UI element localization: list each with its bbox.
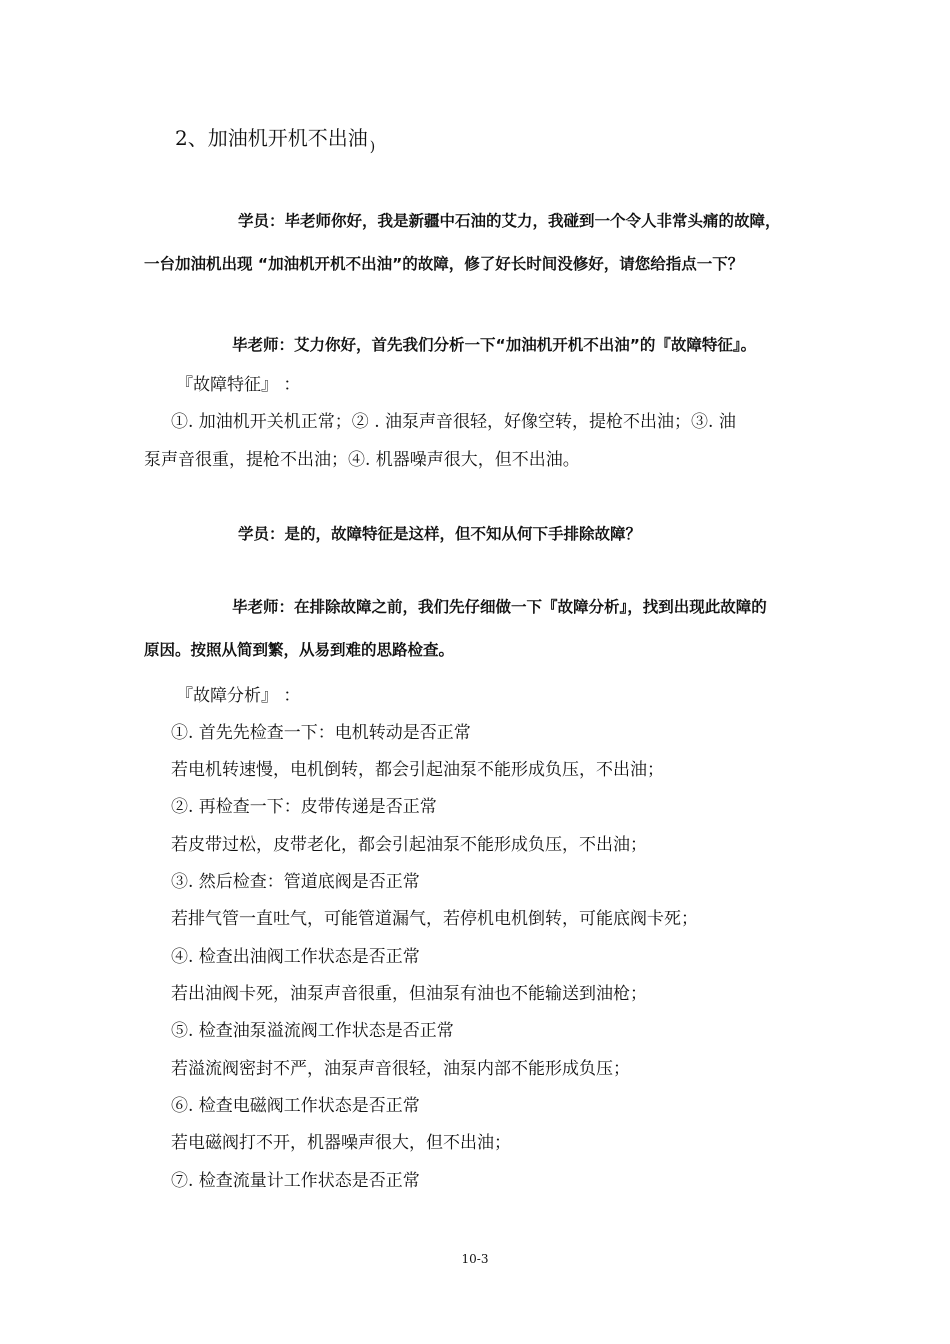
analysis-line: 若出油阀卡死，油泵声音很重，但油泵有油也不能输送到油枪； xyxy=(171,984,647,1004)
analysis-line: ④. 检查出油阀工作状态是否正常 xyxy=(171,947,420,967)
section-title-text: 2、加油机开机不出油 xyxy=(175,126,368,150)
dialog-teacher-2-line-2: 原因。按照从简到繁，从易到难的思路检查。 xyxy=(144,641,455,659)
analysis-line: 若溢流阀密封不严，油泵声音很轻，油泵内部不能形成负压； xyxy=(171,1059,630,1079)
title-stray-mark: ) xyxy=(369,139,376,155)
section-title xyxy=(175,122,376,155)
page-number: 10-3 xyxy=(461,1252,489,1266)
analysis-heading: 『故障分析』 ： xyxy=(176,686,301,706)
analysis-line: 若排气管一直吐气，可能管道漏气，若停机电机倒转，可能底阀卡死； xyxy=(171,909,698,929)
dialog-student-2-line-1: 学员：是的，故障特征是这样，但不知从何下手排除故障？ xyxy=(238,525,642,543)
analysis-line: ③. 然后检查：管道底阀是否正常 xyxy=(171,872,420,892)
features-line-1: ①. 加油机开关机正常；② . 油泵声音很轻，好像空转，提枪不出油；③. 油 xyxy=(171,412,736,432)
dialog-student-1-line-2: 一台加油机出现 “加油机开机不出油”的故障，修了好长时间没修好，请您给指点一下？ xyxy=(144,255,744,273)
analysis-line: ⑦. 检查流量计工作状态是否正常 xyxy=(171,1171,420,1191)
features-heading: 『故障特征』 ： xyxy=(176,375,301,395)
dialog-teacher-2-line-1: 毕老师：在排除故障之前，我们先仔细做一下『故障分析』，找到出现此故障的 xyxy=(232,598,767,616)
dialog-student-1-line-1: 学员：毕老师你好，我是新疆中石油的艾力，我碰到一个令人非常头痛的故障， xyxy=(238,212,781,230)
features-line-2: 泵声音很重，提枪不出油；④. 机器噪声很大，但不出油。 xyxy=(144,450,580,470)
analysis-line: 若皮带过松，皮带老化，都会引起油泵不能形成负压，不出油； xyxy=(171,835,647,855)
analysis-line: 若电机转速慢，电机倒转，都会引起油泵不能形成负压，不出油； xyxy=(171,760,664,780)
analysis-line: 若电磁阀打不开，机器噪声很大，但不出油； xyxy=(171,1133,511,1153)
analysis-line: ⑤. 检查油泵溢流阀工作状态是否正常 xyxy=(171,1021,454,1041)
analysis-line: ①. 首先先检查一下：电机转动是否正常 xyxy=(171,723,471,743)
analysis-line: ②. 再检查一下：皮带传递是否正常 xyxy=(171,797,437,817)
analysis-line: ⑥. 检查电磁阀工作状态是否正常 xyxy=(171,1096,420,1116)
dialog-teacher-1-line-1: 毕老师：艾力你好，首先我们分析一下“加油机开机不出油”的『故障特征』。 xyxy=(232,336,757,354)
